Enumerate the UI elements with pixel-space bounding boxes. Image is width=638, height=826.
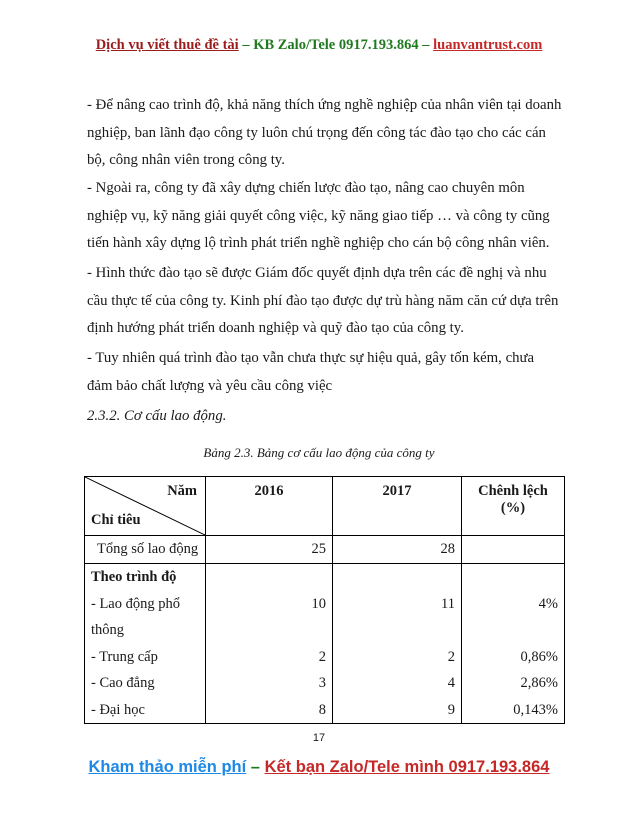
row-label: - Trung cấp — [91, 648, 158, 665]
cell-value — [339, 617, 455, 644]
column-header-2016: 2016 — [206, 477, 333, 536]
cell-value — [212, 617, 326, 644]
cell-value: 4% — [538, 595, 558, 612]
cell-value: 3 — [318, 675, 326, 691]
cell-value: 2,86% — [520, 675, 558, 691]
group-label: Theo trình độ — [91, 569, 177, 585]
cell-value: 2 — [318, 648, 326, 665]
cell-value — [468, 617, 558, 644]
column-header-diff: Chênh lệch (%) — [462, 477, 565, 536]
free-consult-link[interactable]: Kham thảo miễn phí — [88, 758, 247, 776]
paragraph-training-1: - Để nâng cao trình độ, khả năng thích ứng nghề nghiệp của nhân viên tại doanh nghiệp, ban lãnh đạo công ty luôn chú trọng đến công tác đào tạo cho các cán bộ, công nhân viên trong công ty. — [87, 97, 562, 168]
table-row — [85, 564, 565, 724]
column-header-2017: 2017 — [333, 477, 462, 536]
detail-diff-cell — [462, 564, 565, 724]
detail-2017-cell — [333, 564, 462, 724]
header-separator: – — [238, 37, 254, 53]
page-header-banner — [0, 37, 638, 54]
corner-year-label: Năm — [167, 483, 197, 499]
paragraph-training-3: - Hình thức đào tạo sẽ được Giám đốc quyết định dựa trên các đề nghị và nhu cầu thực tế của công ty. Kinh phí đào tạo được dự trù hàng năm căn cứ dựa trên định hướng phát triển doanh nghiệp và quỹ đào tạo của công ty. — [87, 265, 559, 336]
section-title: 2.3.2. Cơ cấu lao động. — [87, 408, 227, 424]
corner-indicator-label: Chỉ tiêu — [91, 512, 141, 528]
labor-structure-table — [84, 476, 565, 724]
footer-separator: – — [246, 758, 265, 776]
table-caption: Bảng 2.3. Bảng cơ cấu lao động của công ty — [203, 445, 435, 460]
cell-value: 11 — [441, 595, 455, 612]
total-label: Tổng số lao động — [85, 536, 206, 564]
page-footer-banner — [0, 758, 638, 777]
corner-header-cell — [85, 477, 206, 536]
cell-value: 8 — [318, 701, 326, 718]
total-diff — [462, 536, 565, 564]
paragraph-training-4: - Tuy nhiên quá trình đào tạo vẫn chưa thực sự hiệu quả, gây tốn kém, chưa đảm bảo chất lượng và yêu cầu công việc — [87, 350, 535, 394]
page-number: 17 — [312, 732, 326, 744]
cell-value: 0,143% — [513, 701, 558, 718]
row-label: - Lao động phổ — [91, 595, 180, 612]
row-label: thông — [91, 622, 125, 638]
row-label: - Cao đẳng — [91, 675, 155, 691]
detail-2016-cell — [206, 564, 333, 724]
header-separator: – — [418, 37, 434, 53]
row-label: - Đại học — [91, 701, 145, 718]
contact-text: KB Zalo/Tele 0917.193.864 — [253, 37, 419, 53]
cell-value: 9 — [447, 701, 455, 718]
cell-value: 10 — [311, 595, 326, 612]
add-friend-link[interactable]: Kết bạn Zalo/Tele mình 0917.193.864 — [264, 758, 550, 776]
total-2017: 28 — [333, 536, 462, 564]
service-link[interactable]: Dịch vụ viết thuê đề tài — [95, 37, 239, 53]
website-link[interactable]: luanvantrust.com — [433, 37, 543, 53]
paragraph-training-2: - Ngoài ra, công ty đã xây dựng chiến lược đào tạo, nâng cao chuyên môn nghiệp vụ, kỹ năng giải quyết công việc, kỹ năng giao tiếp … và công ty cũng tiến hành xây dựng lộ trình phát triển nghề nghiệp cho cán bộ công nhân viên. — [87, 180, 550, 251]
cell-value: 0,86% — [520, 648, 558, 665]
cell-value: 4 — [447, 675, 455, 691]
table-header-row — [85, 477, 565, 536]
cell-value: 2 — [447, 648, 455, 665]
total-2016: 25 — [206, 536, 333, 564]
detail-labels-cell — [85, 564, 206, 724]
table-row — [85, 536, 565, 564]
